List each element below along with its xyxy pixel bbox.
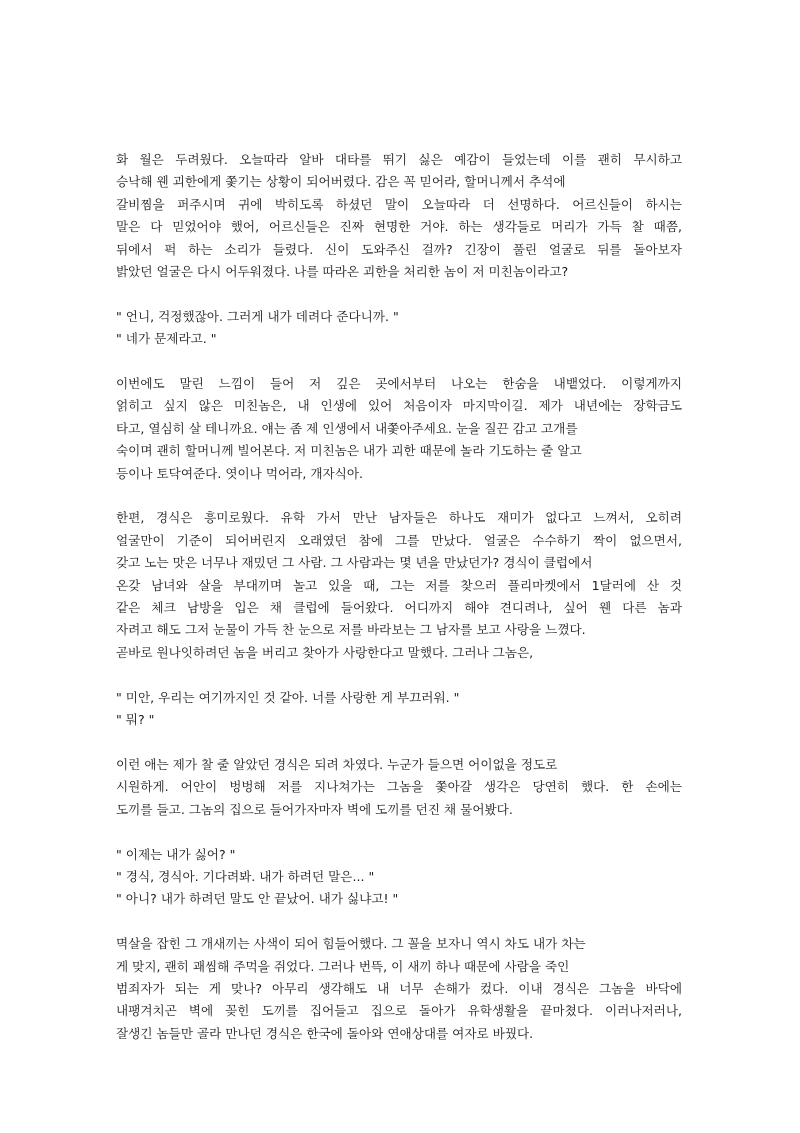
text-line: 자려고 해도 그저 눈물이 가득 찬 눈으로 저를 바라보는 그 남자를 보고 사랑을 느꼈다. bbox=[116, 622, 586, 638]
text-line: 도끼를 들고. 그놈의 집으로 들어가자마자 벽에 도끼를 던진 채 물어봤다. bbox=[116, 801, 513, 817]
dialogue-1 bbox=[116, 306, 682, 351]
story-text bbox=[116, 149, 682, 1068]
paragraph-2 bbox=[116, 373, 682, 485]
text-line: 온갖 남녀와 살을 부대끼며 놀고 있을 때, 그는 저를 찾으러 플리마켓에서 1달러에 산 것 bbox=[116, 577, 682, 593]
text-line: 화 월은 두려웠다. 오늘따라 알바 대타를 뛰기 싫은 예감이 들었는데 이를 괜히 무시하고 bbox=[116, 152, 682, 167]
text-line: 등이나 토닥여준다. 엿이나 먹어라, 개자식아. bbox=[116, 465, 364, 481]
dialogue-line: " 네가 문제라고. " bbox=[116, 331, 217, 347]
text-line: 이번에도 말린 느낌이 들어 저 깊은 곳에서부터 나오는 한숨을 내뱉었다. 이렇게까지 bbox=[116, 376, 682, 392]
dialogue-line: " 이제는 내가 싫어? " bbox=[116, 846, 236, 862]
text-line: 갖고 노는 맛은 너무나 재밌던 그 사람. 그 사람과는 몇 년을 만났던가? 경식이 클럽에서 bbox=[116, 555, 593, 571]
paragraph-5 bbox=[116, 933, 682, 1045]
dialogue-line: " 언니, 걱정했잖아. 그러게 내가 데려다 준다니까. " bbox=[116, 308, 399, 324]
text-line: 시원하게. 어안이 벙벙해 저를 지나쳐가는 그놈을 쫓아갈 생각은 당연히 했다. 한 손에는 bbox=[116, 779, 682, 795]
text-line: 뒤에서 퍽 하는 소리가 들렸다. 신이 도와주신 걸까? 긴장이 풀린 얼굴로 뒤를 돌아보자 bbox=[116, 241, 682, 257]
text-line: 이런 애는 제가 찰 줄 알았던 경식은 되려 차였다. 누군가 들으면 어이없을 정도로 bbox=[116, 756, 558, 772]
paragraph-1 bbox=[116, 149, 682, 283]
paragraph-3 bbox=[116, 507, 682, 664]
text-line: 내팽겨치곤 벽에 꽂힌 도끼를 집어들고 집으로 돌아가 유학생활을 끝마쳤다. 이러나저러나, bbox=[116, 1003, 682, 1019]
text-line: 말은 다 믿었어야 했어, 어르신들은 진짜 현명한 거야. 하는 생각들로 머리가 가득 찰 때쯤, bbox=[116, 219, 682, 235]
dialogue-line: " 아니? 내가 하려던 말도 안 끝났어. 내가 싫냐고! " bbox=[116, 891, 399, 907]
text-line: 승낙해 웬 괴한에게 쫓기는 상황이 되어버렸다. 감은 꼭 믿어라, 할머니께서 추석에 bbox=[116, 174, 566, 190]
text-line: 멱살을 잡힌 그 개새끼는 사색이 되어 힘들어했다. 그 꼴을 보자니 역시 차도 내가 차는 bbox=[116, 936, 586, 952]
text-line: 숙이며 괜히 할머니께 빌어본다. 저 미친놈은 내가 괴한 때문에 놀라 기도하는 줄 알고 bbox=[116, 443, 582, 459]
paragraph-4 bbox=[116, 754, 682, 821]
dialogue-3 bbox=[116, 844, 682, 911]
text-line: 곧바로 원나잇하려던 놈을 버리고 찾아가 사랑한다고 말했다. 그러나 그놈은, bbox=[116, 644, 534, 660]
text-line: 밝았던 얼굴은 다시 어두워졌다. 나를 따라온 괴한을 처리한 놈이 저 미친놈이라고? bbox=[116, 264, 569, 280]
text-line: 갈비찜을 퍼주시며 귀에 박히도록 하셨던 말이 오늘따라 더 선명하다. 어르신들이 하시는 bbox=[116, 196, 682, 212]
dialogue-2 bbox=[116, 687, 682, 732]
text-line: 타고, 열심히 살 테니까요. 얘는 좀 제 인생에서 내쫓아주세요. 눈을 질끈 감고 고개를 bbox=[116, 420, 578, 436]
text-line: 범죄자가 되는 게 맞나? 아무리 생각해도 내 너무 손해가 컸다. 이내 경식은 그놈을 바닥에 bbox=[116, 980, 682, 996]
text-line: 얽히고 싶지 않은 미친놈은, 내 인생에 있어 처음이자 마지막이길. 제가 내년에는 장학금도 bbox=[116, 398, 682, 414]
dialogue-line: " 미안, 우리는 여기까지인 것 같아. 너를 사랑한 게 부끄러워. " bbox=[116, 689, 460, 705]
text-line: 같은 체크 남방을 입은 채 클럽에 들어왔다. 어디까지 해야 견디려나, 싶어 웬 다른 놈과 bbox=[116, 600, 682, 616]
text-line: 얼굴만이 기준이 되어버린지 오래였던 참에 그를 만났다. 얼굴은 수수하기 짝이 없으면서, bbox=[116, 532, 682, 548]
dialogue-line: " 뭐? " bbox=[116, 712, 155, 728]
text-line: 게 맞지, 괜히 괘씸해 주먹을 쥐었다. 그러나 번뜩, 이 새끼 하나 때문에 사람을 죽인 bbox=[116, 958, 570, 974]
dialogue-line: " 경식, 경식아. 기다려봐. 내가 하려던 말은... " bbox=[116, 868, 375, 884]
text-line: 잘생긴 놈들만 골라 만나던 경식은 한국에 돌아와 연애상대를 여자로 바꿨다. bbox=[116, 1025, 534, 1041]
text-line: 한편, 경식은 흥미로웠다. 유학 가서 만난 남자들은 하나도 재미가 없다고 느껴서, 오히려 bbox=[116, 510, 682, 526]
